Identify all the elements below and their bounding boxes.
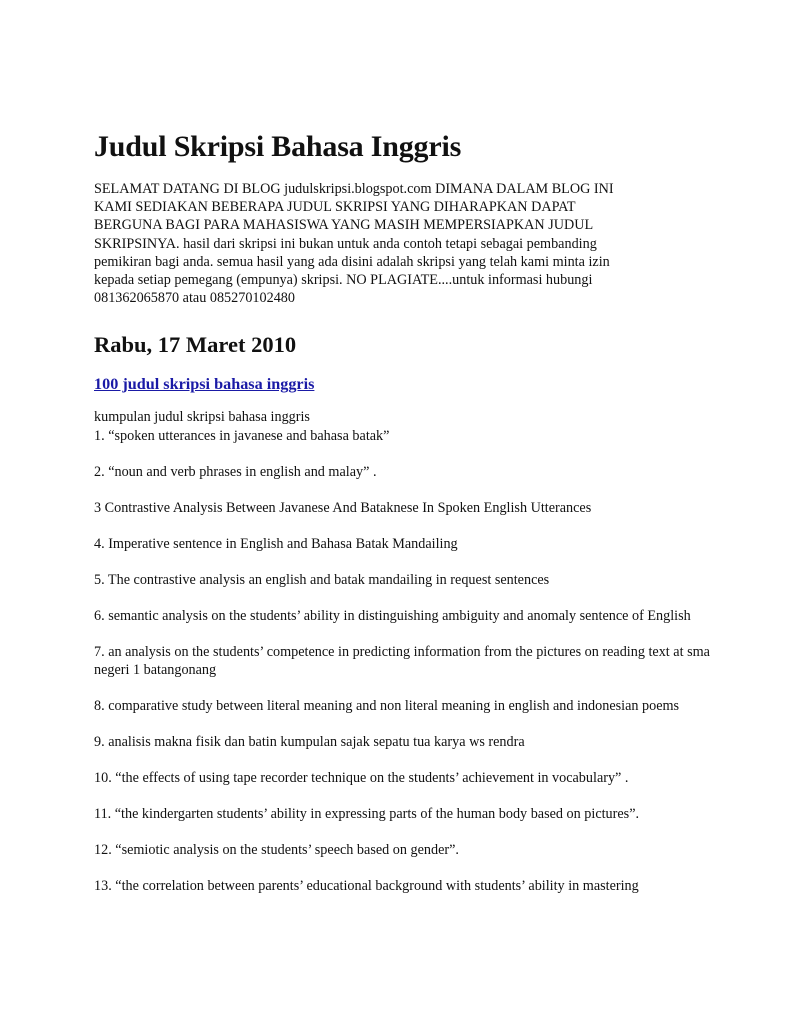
intro-paragraph: SELAMAT DATANG DI BLOG judulskripsi.blogspot.com DIMANA DALAM BLOG INI KAMI SEDIAKAN BEBERAPA JUDUL SKRIPSI YANG DIHARAPKAN DAPAT BERGUNA BAGI PARA MAHASISWA YANG MASIH MEMPERSIAPKAN JUDUL SKRIPSINYA. hasil dari skripsi ini bukan untuk anda contoh tetapi sebagai pembanding pemikiran bagi anda. semua hasil yang ada disini adalah skripsi yang telah kami minta izin kepada setiap pemegang (empunya) skripsi. NO PLAGIATE....untuk informasi hubungi 081362065870 atau 085270102480 xyxy=(94,181,614,307)
list-item: 1. “spoken utterances in javanese and bahasa batak” xyxy=(94,427,390,444)
document-title: Judul Skripsi Bahasa Inggris xyxy=(94,130,462,163)
thesis-title-list xyxy=(94,427,714,896)
list-item: 7. an analysis on the students’ competence in predicting information from the pictures on reading text at sma negeri 1 batangonang xyxy=(94,643,710,679)
post-date: Rabu, 17 Maret 2010 xyxy=(94,332,297,358)
list-item: 13. “the correlation between parents’ educational background with students’ ability in mastering xyxy=(94,878,639,895)
list-item: 11. “the kindergarten students’ ability in expressing parts of the human body based on pictures”. xyxy=(94,806,640,823)
list-item: 5. The contrastive analysis an english and batak mandailing in request sentences xyxy=(94,571,550,588)
list-item: 9. analisis makna fisik dan batin kumpulan sajak sepatu tua karya ws rendra xyxy=(94,734,525,751)
list-item: 4. Imperative sentence in English and Bahasa Batak Mandailing xyxy=(94,535,458,552)
list-item: 8. comparative study between literal meaning and non literal meaning in english and indonesian poems xyxy=(94,698,680,715)
list-item: 3 Contrastive Analysis Between Javanese And Bataknese In Spoken English Utterances xyxy=(94,499,592,516)
list-item: 2. “noun and verb phrases in english and malay” . xyxy=(94,463,377,480)
list-item: 6. semantic analysis on the students’ ability in distinguishing ambiguity and anomaly sentence of English xyxy=(94,607,691,624)
list-item: 12. “semiotic analysis on the students’ speech based on gender”. xyxy=(94,842,459,859)
post-title-link[interactable]: 100 judul skripsi bahasa inggris xyxy=(94,375,315,394)
list-item: 10. “the effects of using tape recorder technique on the students’ achievement in vocabulary” . xyxy=(94,770,629,787)
document-page xyxy=(94,128,714,896)
lead-text: kumpulan judul skripsi bahasa inggris xyxy=(94,409,310,426)
